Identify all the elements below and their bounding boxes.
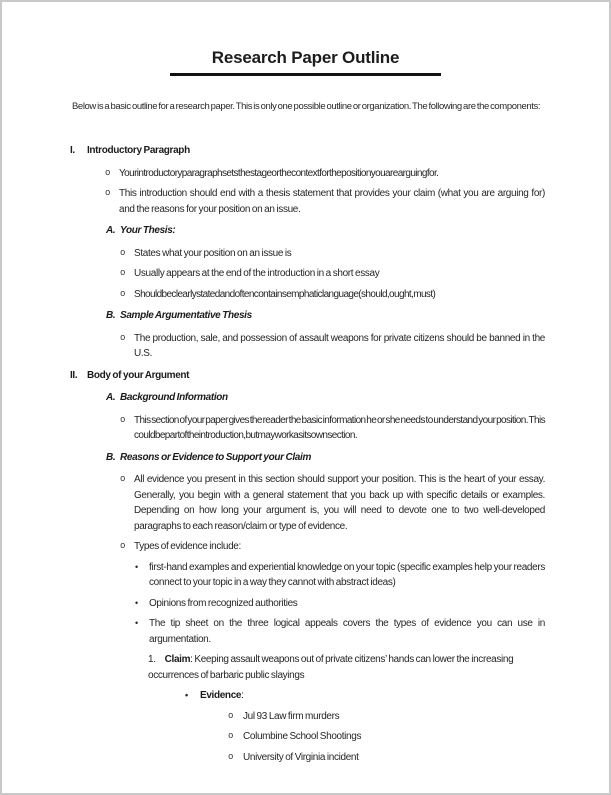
item-text: This section of your paper gives the reader the basic information he or she needs to understand your position. This could be part of the introduction, but may work as its own section. — [134, 414, 545, 441]
item-text: Usually appears at the end of the introduction in a short essay — [134, 268, 380, 279]
outline-item — [228, 709, 547, 725]
item-text: Jul 93 Law firm murders — [243, 710, 340, 722]
item-text: Reasons or Evidence to Support your Claim — [120, 451, 311, 463]
outline-item — [105, 186, 547, 217]
item-text: Opinions from recognized authorities — [149, 597, 298, 609]
item-text: Claim: Keeping assault weapons out of private citizens’ hands can lower the increasing occurrences of barbaric public slayings — [148, 654, 514, 681]
item-text: Types of evidence include: — [134, 541, 241, 552]
list-marker: • — [135, 618, 138, 628]
list-marker: • — [135, 561, 138, 572]
item-bold-prefix: Evidence — [200, 690, 242, 701]
item-text: University of Virginia incident — [243, 751, 359, 763]
outline-item — [148, 652, 547, 683]
list-marker: II. — [70, 369, 78, 381]
list-marker: o — [105, 188, 111, 198]
outline-item — [120, 266, 547, 282]
outline-item — [70, 368, 547, 384]
list-marker: o — [120, 414, 126, 425]
outline-item — [120, 472, 547, 534]
item-text: Should be clearly stated and often contains emphatic language (should, ought, must) — [134, 288, 436, 300]
outline-item — [106, 308, 547, 324]
item-text: Your Thesis: — [120, 225, 176, 236]
list-marker: o — [120, 474, 126, 484]
outline-item — [228, 750, 547, 766]
outline-item — [120, 539, 547, 555]
list-marker: o — [228, 751, 234, 762]
list-marker: B. — [106, 451, 116, 463]
list-marker: A. — [106, 225, 116, 236]
list-marker: I. — [70, 145, 75, 156]
item-text: This introduction should end with a thesis statement that provides your claim (what you are arguing for) and the reasons for your position on an issue. — [119, 188, 545, 215]
list-marker: o — [120, 268, 126, 278]
outline-item — [70, 143, 547, 159]
item-text: Background Information — [120, 392, 228, 403]
outline-item — [120, 413, 547, 444]
list-marker: B. — [106, 310, 116, 321]
item-text: The production, sale, and possession of assault weapons for private citizens should be banned in the U.S. — [134, 332, 545, 359]
list-marker: o — [120, 247, 126, 258]
item-text: Sample Argumentative Thesis — [120, 310, 252, 321]
item-text: Evidence: — [200, 690, 244, 701]
list-marker: o — [120, 541, 126, 551]
item-text: Columbine School Shootings — [243, 731, 362, 742]
item-text: Body of your Argument — [87, 369, 190, 381]
item-text: first-hand examples and experiential knowledge on your topic (specific examples help your readers connect to your topic in a way they cannot with abstract ideas) — [149, 561, 545, 588]
list-marker: 1. — [148, 654, 156, 665]
list-marker: o — [105, 167, 111, 178]
outline-item — [120, 331, 547, 362]
outline-item — [120, 287, 547, 303]
outline-item — [135, 616, 547, 647]
list-marker: o — [120, 288, 126, 299]
outline-item — [185, 688, 547, 704]
outline — [2, 143, 547, 765]
item-text: All evidence you present in this section should support your position. This is the heart of your essay. Generally, you begin with a general statement that you back up with specific details or examples. Depending on how long your argument is, you will need to devote one to two well-developed paragraphs to each reason/claim or type of evidence. — [134, 474, 545, 532]
list-marker: o — [120, 332, 126, 343]
outline-item — [105, 166, 547, 182]
outline-item — [135, 560, 547, 591]
page-title: Research Paper Outline — [170, 48, 441, 76]
outline-item — [135, 596, 547, 612]
list-marker: • — [185, 690, 188, 700]
title-block — [2, 48, 609, 76]
list-marker: o — [228, 731, 234, 741]
outline-item — [106, 223, 547, 239]
item-text: States what your position on an issue is — [134, 247, 292, 259]
intro-paragraph: Below is a basic outline for a research paper. This is only one possible outline or organization. The following are the components: — [72, 101, 541, 112]
outline-item — [120, 246, 547, 262]
item-bold-prefix: Claim — [164, 654, 191, 665]
list-marker: A. — [106, 392, 116, 403]
list-marker: • — [135, 597, 138, 608]
item-text: Your introductory paragraph sets the stage or the context for the position you are arguing for. — [119, 167, 439, 179]
outline-item — [106, 450, 547, 466]
list-marker: o — [228, 710, 234, 721]
outline-item — [106, 390, 547, 406]
item-text: The tip sheet on the three logical appeals covers the types of evidence you can use in argumentation. — [149, 618, 545, 645]
outline-item — [228, 729, 547, 745]
item-text: Introductory Paragraph — [87, 145, 190, 156]
